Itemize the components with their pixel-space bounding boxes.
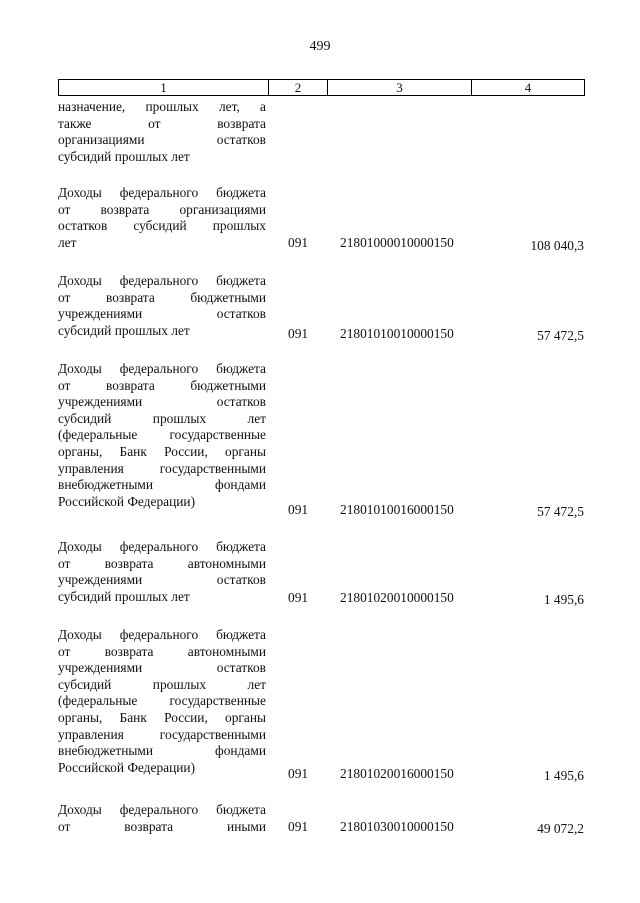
row-5-description — [58, 627, 266, 776]
row-4-kbk-code: 21801020010000150 — [340, 590, 454, 605]
header-col-4: 4 — [524, 79, 532, 95]
description-line: учреждениями остатков — [58, 306, 266, 322]
page-number: 499 — [309, 39, 331, 54]
description-line: Доходы федерального бюджета — [58, 802, 266, 817]
row-6-amount: 49 072,2 — [537, 821, 584, 836]
description-line: Доходы федерального бюджета — [58, 361, 266, 376]
row-1-description — [58, 185, 266, 251]
description-line: учреждениями остатков — [58, 394, 266, 410]
description-line: (федеральные государственные — [58, 427, 266, 443]
description-line: субсидий прошлых лет — [58, 676, 266, 692]
row-3-kbk-code: 21801010016000150 — [340, 502, 454, 517]
description-line: от возврата организациями — [58, 201, 266, 217]
row-2-amount: 57 472,5 — [537, 328, 584, 343]
row-4-amount: 1 495,6 — [543, 592, 584, 607]
row-5-admin-code: 091 — [288, 766, 309, 781]
row-2-description — [58, 273, 266, 339]
row-1-kbk-code: 21801000010000150 — [340, 235, 454, 250]
description-line: назначение, прошлых лет, а — [58, 99, 266, 114]
description-line: остатков субсидий прошлых — [58, 218, 266, 234]
description-line: лет — [58, 234, 77, 250]
row-6-description — [58, 802, 266, 835]
description-line: Российской Федерации) — [58, 759, 196, 775]
description-line: Доходы федерального бюджета — [58, 185, 266, 200]
header-col-3: 3 — [328, 80, 472, 95]
header-col-2: 2 — [269, 80, 328, 95]
row-3-amount: 57 472,5 — [537, 504, 584, 519]
description-line: от возврата автономными — [58, 643, 266, 659]
description-line: учреждениями остатков — [58, 572, 266, 588]
row-5-amount: 1 495,6 — [543, 768, 584, 783]
description-line: Доходы федерального бюджета — [58, 627, 266, 642]
row-3-admin-code: 091 — [288, 502, 309, 517]
continuation-description — [58, 99, 266, 165]
row-6-kbk-code: 21801030010000150 — [340, 819, 454, 834]
description-line: органы, Банк России, органы — [58, 443, 266, 459]
table-header — [58, 79, 585, 96]
description-line: учреждениями остатков — [58, 660, 266, 676]
row-4-description — [58, 539, 266, 605]
description-line: управления государственными — [58, 460, 266, 476]
description-line: от возврата бюджетными — [58, 377, 266, 393]
description-line: организациями остатков — [58, 132, 266, 148]
row-1-admin-code: 091 — [288, 235, 309, 250]
description-line: от возврата бюджетными — [58, 289, 266, 305]
description-line: также от возврата — [58, 115, 266, 131]
description-line: субсидий прошлых лет — [58, 148, 190, 164]
description-line: внебюджетными фондами — [58, 743, 266, 759]
row-4-admin-code: 091 — [288, 590, 309, 605]
row-3-description — [58, 361, 266, 510]
description-line: внебюджетными фондами — [58, 477, 266, 493]
row-1-amount: 108 040,3 — [530, 238, 584, 253]
description-line: от возврата иными — [58, 818, 266, 834]
row-2-kbk-code: 21801010010000150 — [340, 326, 454, 341]
description-line: (федеральные государственные — [58, 693, 266, 709]
description-line: органы, Банк России, органы — [58, 709, 266, 725]
description-line: субсидий прошлых лет — [58, 588, 190, 604]
description-line: Российской Федерации) — [58, 493, 196, 509]
row-5-kbk-code: 21801020016000150 — [340, 766, 454, 781]
description-line: от возврата автономными — [58, 555, 266, 571]
description-line: субсидий прошлых лет — [58, 322, 190, 338]
row-6-admin-code: 091 — [288, 819, 309, 834]
header-col-1: 1 — [59, 80, 269, 95]
description-line: управления государственными — [58, 726, 266, 742]
row-2-admin-code: 091 — [288, 326, 309, 341]
description-line: Доходы федерального бюджета — [58, 539, 266, 554]
description-line: субсидий прошлых лет — [58, 410, 266, 426]
description-line: Доходы федерального бюджета — [58, 273, 266, 288]
